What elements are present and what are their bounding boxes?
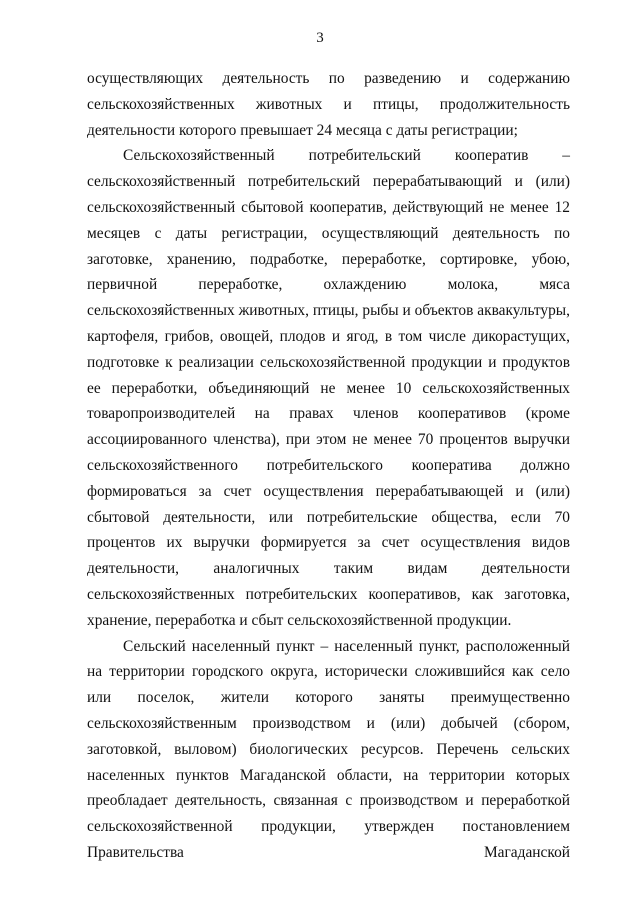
document-body: [87, 66, 570, 866]
paragraph-cooperative-definition: Сельскохозяйственный потребительский кооператив – сельскохозяйственный потребительский перерабатывающий и (или) сельскохозяйственный сбытовой кооператив, действующий не менее 12 месяцев с даты регистрации, осуществляющий деятельность по заготовке, хранению, подработке, переработке, сортировке, убою, первичной переработке, охлаждению молока, мяса сельскохозяйственных животных, птицы, рыбы и объектов аквакультуры, картофеля, грибов, овощей, плодов и ягод, в том числе дикорастущих, подготовке к реализации сельскохозяйственной продукции и продуктов ее переработки, объединяющий не менее 10 сельскохозяйственных товаропроизводителей на правах членов кооперативов (кроме ассоциированного членства), при этом не менее 70 процентов выручки сельскохозяйственного потребительского кооператива должно формироваться за счет осуществления перерабатывающей и (или) сбытовой деятельности, или потребительские общества, если 70 процентов их выручки формируется за счет осуществления видов деятельности, аналогичных таким видам деятельности сельскохозяйственных потребительских кооперативов, как заготовка, хранение, переработка и сбыт сельскохозяйственной продукции.: [87, 147, 570, 629]
paragraph-continuation: осуществляющих деятельность по разведению и содержанию сельскохозяйственных животных и птицы, продолжительность деятельности которого превышает 24 месяца с даты регистрации;: [87, 70, 570, 139]
page-number: 3: [316, 30, 324, 46]
paragraph-rural-settlement-definition: Сельский населенный пункт – населенный пункт, расположенный на территории городского округа, исторически сложившийся как село или поселок, жители которого заняты преимущественно сельскохозяйственным производством и (или) добычей (сбором, заготовкой, выловом) биологических ресурсов. Перечень сельских населенных пунктов Магаданской области, на территории которых преобладает деятельность, связанная с производством и переработкой сельскохозяйственной продукции, утвержден постановлением Правительства Магаданской: [87, 637, 570, 861]
